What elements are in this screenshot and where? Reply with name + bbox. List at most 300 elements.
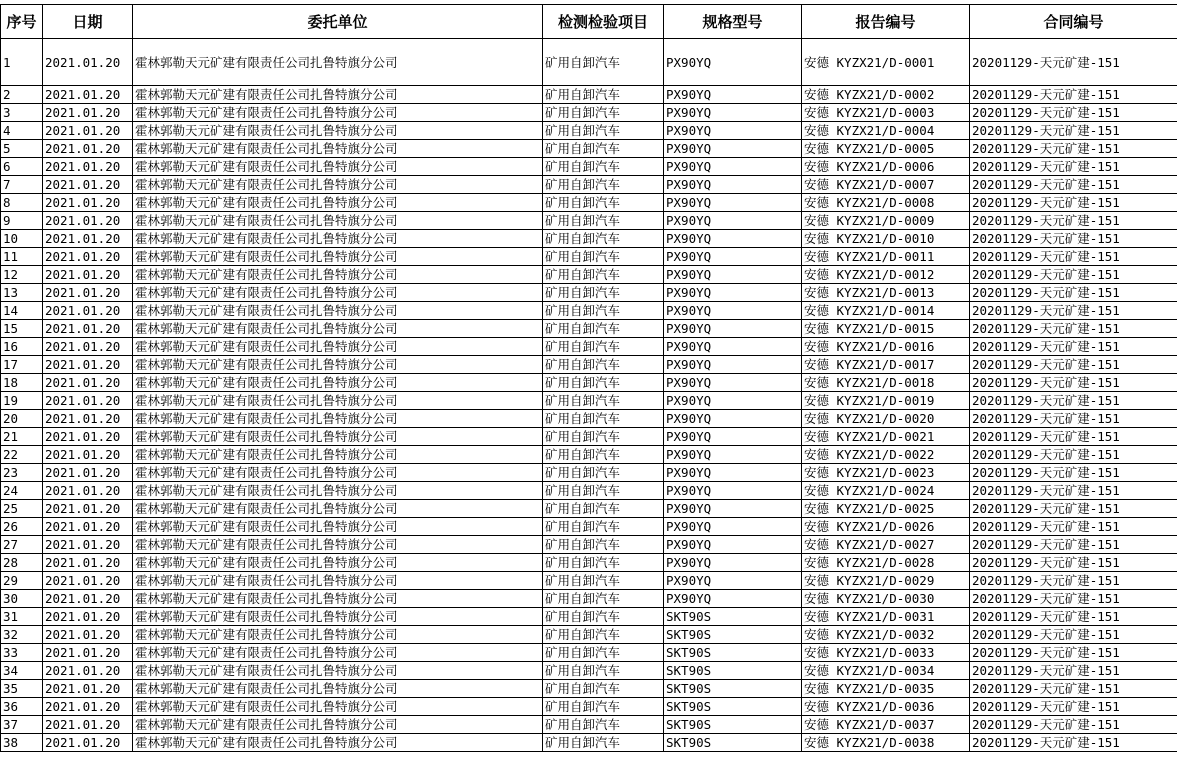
cell-model[interactable]: PX90YQ <box>664 176 802 194</box>
cell-contract-number[interactable]: 20201129-天元矿建-151 <box>970 356 1177 374</box>
cell-model[interactable]: SKT90S <box>664 662 802 680</box>
cell-client-unit[interactable]: 霍林郭勒天元矿建有限责任公司扎鲁特旗分公司 <box>133 446 543 464</box>
cell-inspection-item[interactable]: 矿用自卸汽车 <box>543 194 664 212</box>
header-contract-number[interactable]: 合同编号 <box>970 5 1177 39</box>
cell-serial-no[interactable]: 14 <box>1 302 43 320</box>
cell-serial-no[interactable]: 4 <box>1 122 43 140</box>
cell-date[interactable]: 2021.01.20 <box>43 518 133 536</box>
cell-inspection-item[interactable]: 矿用自卸汽车 <box>543 428 664 446</box>
cell-report-number[interactable]: 安德 KYZX21/D-0008 <box>802 194 970 212</box>
cell-inspection-item[interactable]: 矿用自卸汽车 <box>543 320 664 338</box>
cell-report-number[interactable]: 安德 KYZX21/D-0007 <box>802 176 970 194</box>
cell-serial-no[interactable]: 22 <box>1 446 43 464</box>
cell-report-number[interactable]: 安德 KYZX21/D-0017 <box>802 356 970 374</box>
cell-model[interactable]: SKT90S <box>664 734 802 752</box>
cell-model[interactable]: PX90YQ <box>664 86 802 104</box>
cell-report-number[interactable]: 安德 KYZX21/D-0029 <box>802 572 970 590</box>
cell-model[interactable]: PX90YQ <box>664 374 802 392</box>
table-row <box>1 158 1177 176</box>
cell-report-number[interactable]: 安德 KYZX21/D-0018 <box>802 374 970 392</box>
cell-client-unit[interactable]: 霍林郭勒天元矿建有限责任公司扎鲁特旗分公司 <box>133 680 543 698</box>
cell-report-number[interactable]: 安德 KYZX21/D-0031 <box>802 608 970 626</box>
cell-contract-number[interactable]: 20201129-天元矿建-151 <box>970 86 1177 104</box>
cell-serial-no[interactable]: 10 <box>1 230 43 248</box>
cell-contract-number[interactable]: 20201129-天元矿建-151 <box>970 410 1177 428</box>
cell-client-unit[interactable]: 霍林郭勒天元矿建有限责任公司扎鲁特旗分公司 <box>133 39 543 86</box>
table-row <box>1 212 1177 230</box>
cell-report-number[interactable]: 安德 KYZX21/D-0011 <box>802 248 970 266</box>
header-report-number[interactable]: 报告编号 <box>802 5 970 39</box>
cell-serial-no[interactable]: 34 <box>1 662 43 680</box>
cell-inspection-item[interactable]: 矿用自卸汽车 <box>543 356 664 374</box>
cell-inspection-item[interactable]: 矿用自卸汽车 <box>543 482 664 500</box>
cell-serial-no[interactable]: 21 <box>1 428 43 446</box>
cell-model[interactable]: PX90YQ <box>664 392 802 410</box>
cell-report-number[interactable]: 安德 KYZX21/D-0009 <box>802 212 970 230</box>
cell-inspection-item[interactable]: 矿用自卸汽车 <box>543 464 664 482</box>
cell-model[interactable]: PX90YQ <box>664 230 802 248</box>
cell-client-unit[interactable]: 霍林郭勒天元矿建有限责任公司扎鲁特旗分公司 <box>133 482 543 500</box>
cell-contract-number[interactable]: 20201129-天元矿建-151 <box>970 464 1177 482</box>
cell-date[interactable]: 2021.01.20 <box>43 140 133 158</box>
cell-date[interactable]: 2021.01.20 <box>43 338 133 356</box>
cell-model[interactable]: PX90YQ <box>664 590 802 608</box>
cell-client-unit[interactable]: 霍林郭勒天元矿建有限责任公司扎鲁特旗分公司 <box>133 86 543 104</box>
cell-model[interactable]: PX90YQ <box>664 302 802 320</box>
cell-report-number[interactable]: 安德 KYZX21/D-0030 <box>802 590 970 608</box>
cell-report-number[interactable]: 安德 KYZX21/D-0023 <box>802 464 970 482</box>
cell-contract-number[interactable]: 20201129-天元矿建-151 <box>970 194 1177 212</box>
cell-contract-number[interactable]: 20201129-天元矿建-151 <box>970 482 1177 500</box>
table-row <box>1 356 1177 374</box>
cell-contract-number[interactable]: 20201129-天元矿建-151 <box>970 140 1177 158</box>
cell-serial-no[interactable]: 12 <box>1 266 43 284</box>
cell-report-number[interactable]: 安德 KYZX21/D-0001 <box>802 39 970 86</box>
cell-serial-no[interactable]: 1 <box>1 39 43 86</box>
header-inspection-item[interactable]: 检测检验项目 <box>543 5 664 39</box>
cell-contract-number[interactable]: 20201129-天元矿建-151 <box>970 122 1177 140</box>
cell-client-unit[interactable]: 霍林郭勒天元矿建有限责任公司扎鲁特旗分公司 <box>133 734 543 752</box>
cell-report-number[interactable]: 安德 KYZX21/D-0014 <box>802 302 970 320</box>
cell-report-number[interactable]: 安德 KYZX21/D-0006 <box>802 158 970 176</box>
cell-client-unit[interactable]: 霍林郭勒天元矿建有限责任公司扎鲁特旗分公司 <box>133 410 543 428</box>
cell-serial-no[interactable]: 25 <box>1 500 43 518</box>
cell-client-unit[interactable]: 霍林郭勒天元矿建有限责任公司扎鲁特旗分公司 <box>133 212 543 230</box>
table-row <box>1 176 1177 194</box>
cell-contract-number[interactable]: 20201129-天元矿建-151 <box>970 392 1177 410</box>
cell-model[interactable]: SKT90S <box>664 680 802 698</box>
cell-client-unit[interactable]: 霍林郭勒天元矿建有限责任公司扎鲁特旗分公司 <box>133 590 543 608</box>
cell-report-number[interactable]: 安德 KYZX21/D-0021 <box>802 428 970 446</box>
cell-contract-number[interactable]: 20201129-天元矿建-151 <box>970 230 1177 248</box>
cell-contract-number[interactable]: 20201129-天元矿建-151 <box>970 446 1177 464</box>
cell-inspection-item[interactable]: 矿用自卸汽车 <box>543 608 664 626</box>
cell-client-unit[interactable]: 霍林郭勒天元矿建有限责任公司扎鲁特旗分公司 <box>133 716 543 734</box>
cell-client-unit[interactable]: 霍林郭勒天元矿建有限责任公司扎鲁特旗分公司 <box>133 302 543 320</box>
table-row <box>1 572 1177 590</box>
cell-model[interactable]: PX90YQ <box>664 266 802 284</box>
cell-client-unit[interactable]: 霍林郭勒天元矿建有限责任公司扎鲁特旗分公司 <box>133 266 543 284</box>
cell-model[interactable]: SKT90S <box>664 626 802 644</box>
cell-serial-no[interactable]: 32 <box>1 626 43 644</box>
cell-serial-no[interactable]: 33 <box>1 644 43 662</box>
cell-client-unit[interactable]: 霍林郭勒天元矿建有限责任公司扎鲁特旗分公司 <box>133 374 543 392</box>
cell-inspection-item[interactable]: 矿用自卸汽车 <box>543 158 664 176</box>
cell-serial-no[interactable]: 9 <box>1 212 43 230</box>
cell-inspection-item[interactable]: 矿用自卸汽车 <box>543 644 664 662</box>
cell-inspection-item[interactable]: 矿用自卸汽车 <box>543 104 664 122</box>
cell-contract-number[interactable]: 20201129-天元矿建-151 <box>970 374 1177 392</box>
cell-report-number[interactable]: 安德 KYZX21/D-0012 <box>802 266 970 284</box>
cell-date[interactable]: 2021.01.20 <box>43 284 133 302</box>
cell-report-number[interactable]: 安德 KYZX21/D-0032 <box>802 626 970 644</box>
cell-contract-number[interactable]: 20201129-天元矿建-151 <box>970 248 1177 266</box>
cell-contract-number[interactable]: 20201129-天元矿建-151 <box>970 302 1177 320</box>
cell-report-number[interactable]: 安德 KYZX21/D-0003 <box>802 104 970 122</box>
cell-model[interactable]: PX90YQ <box>664 482 802 500</box>
cell-report-number[interactable]: 安德 KYZX21/D-0025 <box>802 500 970 518</box>
cell-report-number[interactable]: 安德 KYZX21/D-0015 <box>802 320 970 338</box>
cell-client-unit[interactable]: 霍林郭勒天元矿建有限责任公司扎鲁特旗分公司 <box>133 536 543 554</box>
cell-client-unit[interactable]: 霍林郭勒天元矿建有限责任公司扎鲁特旗分公司 <box>133 122 543 140</box>
cell-model[interactable]: PX90YQ <box>664 338 802 356</box>
table-row <box>1 374 1177 392</box>
cell-client-unit[interactable]: 霍林郭勒天元矿建有限责任公司扎鲁特旗分公司 <box>133 248 543 266</box>
cell-serial-no[interactable]: 35 <box>1 680 43 698</box>
cell-date[interactable]: 2021.01.20 <box>43 500 133 518</box>
cell-date[interactable]: 2021.01.20 <box>43 410 133 428</box>
cell-date[interactable]: 2021.01.20 <box>43 194 133 212</box>
cell-date[interactable]: 2021.01.20 <box>43 644 133 662</box>
cell-model[interactable]: PX90YQ <box>664 356 802 374</box>
cell-inspection-item[interactable]: 矿用自卸汽车 <box>543 446 664 464</box>
cell-inspection-item[interactable]: 矿用自卸汽车 <box>543 536 664 554</box>
cell-model[interactable]: PX90YQ <box>664 464 802 482</box>
cell-client-unit[interactable]: 霍林郭勒天元矿建有限责任公司扎鲁特旗分公司 <box>133 284 543 302</box>
cell-inspection-item[interactable]: 矿用自卸汽车 <box>543 122 664 140</box>
cell-contract-number[interactable]: 20201129-天元矿建-151 <box>970 644 1177 662</box>
cell-date[interactable]: 2021.01.20 <box>43 716 133 734</box>
cell-client-unit[interactable]: 霍林郭勒天元矿建有限责任公司扎鲁特旗分公司 <box>133 626 543 644</box>
table-row <box>1 39 1177 86</box>
cell-contract-number[interactable]: 20201129-天元矿建-151 <box>970 518 1177 536</box>
cell-client-unit[interactable]: 霍林郭勒天元矿建有限责任公司扎鲁特旗分公司 <box>133 158 543 176</box>
cell-model[interactable]: PX90YQ <box>664 500 802 518</box>
cell-client-unit[interactable]: 霍林郭勒天元矿建有限责任公司扎鲁特旗分公司 <box>133 338 543 356</box>
cell-report-number[interactable]: 安德 KYZX21/D-0028 <box>802 554 970 572</box>
cell-inspection-item[interactable]: 矿用自卸汽车 <box>543 734 664 752</box>
cell-date[interactable]: 2021.01.20 <box>43 698 133 716</box>
cell-date[interactable]: 2021.01.20 <box>43 590 133 608</box>
cell-inspection-item[interactable]: 矿用自卸汽车 <box>543 662 664 680</box>
cell-report-number[interactable]: 安德 KYZX21/D-0034 <box>802 662 970 680</box>
cell-serial-no[interactable]: 17 <box>1 356 43 374</box>
cell-model[interactable]: PX90YQ <box>664 572 802 590</box>
cell-serial-no[interactable]: 23 <box>1 464 43 482</box>
cell-model[interactable]: PX90YQ <box>664 428 802 446</box>
cell-contract-number[interactable]: 20201129-天元矿建-151 <box>970 626 1177 644</box>
cell-date[interactable]: 2021.01.20 <box>43 734 133 752</box>
cell-client-unit[interactable]: 霍林郭勒天元矿建有限责任公司扎鲁特旗分公司 <box>133 104 543 122</box>
cell-contract-number[interactable]: 20201129-天元矿建-151 <box>970 176 1177 194</box>
cell-inspection-item[interactable]: 矿用自卸汽车 <box>543 680 664 698</box>
cell-serial-no[interactable]: 19 <box>1 392 43 410</box>
table-row <box>1 338 1177 356</box>
cell-client-unit[interactable]: 霍林郭勒天元矿建有限责任公司扎鲁特旗分公司 <box>133 608 543 626</box>
cell-inspection-item[interactable]: 矿用自卸汽车 <box>543 590 664 608</box>
cell-client-unit[interactable]: 霍林郭勒天元矿建有限责任公司扎鲁特旗分公司 <box>133 554 543 572</box>
cell-contract-number[interactable]: 20201129-天元矿建-151 <box>970 338 1177 356</box>
cell-contract-number[interactable]: 20201129-天元矿建-151 <box>970 698 1177 716</box>
cell-inspection-item[interactable]: 矿用自卸汽车 <box>543 338 664 356</box>
cell-date[interactable]: 2021.01.20 <box>43 554 133 572</box>
cell-client-unit[interactable]: 霍林郭勒天元矿建有限责任公司扎鲁特旗分公司 <box>133 572 543 590</box>
cell-model[interactable]: PX90YQ <box>664 554 802 572</box>
cell-model[interactable]: SKT90S <box>664 716 802 734</box>
cell-serial-no[interactable]: 24 <box>1 482 43 500</box>
cell-model[interactable]: PX90YQ <box>664 284 802 302</box>
header-row <box>1 5 1177 39</box>
cell-contract-number[interactable]: 20201129-天元矿建-151 <box>970 590 1177 608</box>
cell-model[interactable]: PX90YQ <box>664 320 802 338</box>
cell-inspection-item[interactable]: 矿用自卸汽车 <box>543 302 664 320</box>
table-row <box>1 446 1177 464</box>
cell-date[interactable]: 2021.01.20 <box>43 482 133 500</box>
cell-contract-number[interactable]: 20201129-天元矿建-151 <box>970 734 1177 752</box>
cell-model[interactable]: PX90YQ <box>664 39 802 86</box>
cell-model[interactable]: PX90YQ <box>664 536 802 554</box>
cell-contract-number[interactable]: 20201129-天元矿建-151 <box>970 500 1177 518</box>
cell-serial-no[interactable]: 29 <box>1 572 43 590</box>
cell-contract-number[interactable]: 20201129-天元矿建-151 <box>970 572 1177 590</box>
cell-report-number[interactable]: 安德 KYZX21/D-0010 <box>802 230 970 248</box>
cell-model[interactable]: PX90YQ <box>664 122 802 140</box>
cell-inspection-item[interactable]: 矿用自卸汽车 <box>543 554 664 572</box>
cell-inspection-item[interactable]: 矿用自卸汽车 <box>543 230 664 248</box>
cell-contract-number[interactable]: 20201129-天元矿建-151 <box>970 536 1177 554</box>
cell-serial-no[interactable]: 8 <box>1 194 43 212</box>
cell-serial-no[interactable]: 7 <box>1 176 43 194</box>
cell-contract-number[interactable]: 20201129-天元矿建-151 <box>970 320 1177 338</box>
cell-serial-no[interactable]: 6 <box>1 158 43 176</box>
cell-client-unit[interactable]: 霍林郭勒天元矿建有限责任公司扎鲁特旗分公司 <box>133 698 543 716</box>
cell-inspection-item[interactable]: 矿用自卸汽车 <box>543 716 664 734</box>
header-serial-no[interactable]: 序号 <box>1 5 43 39</box>
cell-model[interactable]: PX90YQ <box>664 248 802 266</box>
cell-model[interactable]: PX90YQ <box>664 104 802 122</box>
table-row <box>1 284 1177 302</box>
cell-inspection-item[interactable]: 矿用自卸汽车 <box>543 572 664 590</box>
cell-contract-number[interactable]: 20201129-天元矿建-151 <box>970 39 1177 86</box>
table-row <box>1 428 1177 446</box>
cell-date[interactable]: 2021.01.20 <box>43 248 133 266</box>
cell-inspection-item[interactable]: 矿用自卸汽车 <box>543 410 664 428</box>
cell-date[interactable]: 2021.01.20 <box>43 320 133 338</box>
cell-report-number[interactable]: 安德 KYZX21/D-0005 <box>802 140 970 158</box>
cell-date[interactable]: 2021.01.20 <box>43 176 133 194</box>
cell-client-unit[interactable]: 霍林郭勒天元矿建有限责任公司扎鲁特旗分公司 <box>133 518 543 536</box>
cell-inspection-item[interactable]: 矿用自卸汽车 <box>543 140 664 158</box>
cell-client-unit[interactable]: 霍林郭勒天元矿建有限责任公司扎鲁特旗分公司 <box>133 428 543 446</box>
table-row <box>1 590 1177 608</box>
cell-report-number[interactable]: 安德 KYZX21/D-0002 <box>802 86 970 104</box>
cell-date[interactable]: 2021.01.20 <box>43 572 133 590</box>
cell-date[interactable]: 2021.01.20 <box>43 464 133 482</box>
cell-inspection-item[interactable]: 矿用自卸汽车 <box>543 374 664 392</box>
cell-contract-number[interactable]: 20201129-天元矿建-151 <box>970 104 1177 122</box>
cell-contract-number[interactable]: 20201129-天元矿建-151 <box>970 716 1177 734</box>
table-row <box>1 248 1177 266</box>
cell-model[interactable]: PX90YQ <box>664 212 802 230</box>
cell-contract-number[interactable]: 20201129-天元矿建-151 <box>970 284 1177 302</box>
cell-inspection-item[interactable]: 矿用自卸汽车 <box>543 500 664 518</box>
cell-contract-number[interactable]: 20201129-天元矿建-151 <box>970 428 1177 446</box>
cell-model[interactable]: PX90YQ <box>664 158 802 176</box>
cell-date[interactable]: 2021.01.20 <box>43 608 133 626</box>
table-row <box>1 536 1177 554</box>
cell-model[interactable]: PX90YQ <box>664 194 802 212</box>
cell-serial-no[interactable]: 36 <box>1 698 43 716</box>
cell-client-unit[interactable]: 霍林郭勒天元矿建有限责任公司扎鲁特旗分公司 <box>133 662 543 680</box>
cell-contract-number[interactable]: 20201129-天元矿建-151 <box>970 608 1177 626</box>
cell-serial-no[interactable]: 15 <box>1 320 43 338</box>
cell-serial-no[interactable]: 27 <box>1 536 43 554</box>
cell-date[interactable]: 2021.01.20 <box>43 230 133 248</box>
cell-report-number[interactable]: 安德 KYZX21/D-0037 <box>802 716 970 734</box>
cell-client-unit[interactable]: 霍林郭勒天元矿建有限责任公司扎鲁特旗分公司 <box>133 356 543 374</box>
cell-model[interactable]: SKT90S <box>664 644 802 662</box>
table-row <box>1 86 1177 104</box>
cell-inspection-item[interactable]: 矿用自卸汽车 <box>543 248 664 266</box>
cell-date[interactable]: 2021.01.20 <box>43 104 133 122</box>
cell-inspection-item[interactable]: 矿用自卸汽车 <box>543 698 664 716</box>
cell-inspection-item[interactable]: 矿用自卸汽车 <box>543 626 664 644</box>
cell-inspection-item[interactable]: 矿用自卸汽车 <box>543 518 664 536</box>
cell-report-number[interactable]: 安德 KYZX21/D-0038 <box>802 734 970 752</box>
cell-serial-no[interactable]: 20 <box>1 410 43 428</box>
cell-client-unit[interactable]: 霍林郭勒天元矿建有限责任公司扎鲁特旗分公司 <box>133 194 543 212</box>
cell-serial-no[interactable]: 5 <box>1 140 43 158</box>
cell-date[interactable]: 2021.01.20 <box>43 392 133 410</box>
cell-client-unit[interactable]: 霍林郭勒天元矿建有限责任公司扎鲁特旗分公司 <box>133 500 543 518</box>
cell-inspection-item[interactable]: 矿用自卸汽车 <box>543 392 664 410</box>
table-row <box>1 554 1177 572</box>
cell-report-number[interactable]: 安德 KYZX21/D-0016 <box>802 338 970 356</box>
cell-date[interactable]: 2021.01.20 <box>43 662 133 680</box>
cell-report-number[interactable]: 安德 KYZX21/D-0019 <box>802 392 970 410</box>
header-date[interactable]: 日期 <box>43 5 133 39</box>
cell-serial-no[interactable]: 13 <box>1 284 43 302</box>
cell-client-unit[interactable]: 霍林郭勒天元矿建有限责任公司扎鲁特旗分公司 <box>133 140 543 158</box>
cell-serial-no[interactable]: 3 <box>1 104 43 122</box>
table-row <box>1 698 1177 716</box>
cell-model[interactable]: SKT90S <box>664 608 802 626</box>
cell-report-number[interactable]: 安德 KYZX21/D-0024 <box>802 482 970 500</box>
cell-report-number[interactable]: 安德 KYZX21/D-0020 <box>802 410 970 428</box>
table-row <box>1 482 1177 500</box>
cell-report-number[interactable]: 安德 KYZX21/D-0004 <box>802 122 970 140</box>
cell-contract-number[interactable]: 20201129-天元矿建-151 <box>970 662 1177 680</box>
cell-date[interactable]: 2021.01.20 <box>43 158 133 176</box>
cell-serial-no[interactable]: 28 <box>1 554 43 572</box>
header-client-unit[interactable]: 委托单位 <box>133 5 543 39</box>
cell-contract-number[interactable]: 20201129-天元矿建-151 <box>970 680 1177 698</box>
cell-report-number[interactable]: 安德 KYZX21/D-0022 <box>802 446 970 464</box>
cell-report-number[interactable]: 安德 KYZX21/D-0036 <box>802 698 970 716</box>
cell-inspection-item[interactable]: 矿用自卸汽车 <box>543 212 664 230</box>
cell-inspection-item[interactable]: 矿用自卸汽车 <box>543 266 664 284</box>
table-row <box>1 266 1177 284</box>
cell-date[interactable]: 2021.01.20 <box>43 39 133 86</box>
table-row <box>1 392 1177 410</box>
cell-report-number[interactable]: 安德 KYZX21/D-0026 <box>802 518 970 536</box>
cell-contract-number[interactable]: 20201129-天元矿建-151 <box>970 266 1177 284</box>
cell-client-unit[interactable]: 霍林郭勒天元矿建有限责任公司扎鲁特旗分公司 <box>133 176 543 194</box>
cell-contract-number[interactable]: 20201129-天元矿建-151 <box>970 554 1177 572</box>
cell-date[interactable]: 2021.01.20 <box>43 680 133 698</box>
cell-date[interactable]: 2021.01.20 <box>43 356 133 374</box>
table-row <box>1 230 1177 248</box>
cell-model[interactable]: PX90YQ <box>664 518 802 536</box>
cell-date[interactable]: 2021.01.20 <box>43 446 133 464</box>
cell-model[interactable]: PX90YQ <box>664 140 802 158</box>
cell-client-unit[interactable]: 霍林郭勒天元矿建有限责任公司扎鲁特旗分公司 <box>133 392 543 410</box>
cell-model[interactable]: SKT90S <box>664 698 802 716</box>
table-row <box>1 716 1177 734</box>
cell-inspection-item[interactable]: 矿用自卸汽车 <box>543 39 664 86</box>
cell-serial-no[interactable]: 37 <box>1 716 43 734</box>
cell-report-number[interactable]: 安德 KYZX21/D-0035 <box>802 680 970 698</box>
header-model[interactable]: 规格型号 <box>664 5 802 39</box>
cell-date[interactable]: 2021.01.20 <box>43 536 133 554</box>
cell-date[interactable]: 2021.01.20 <box>43 626 133 644</box>
cell-serial-no[interactable]: 11 <box>1 248 43 266</box>
cell-inspection-item[interactable]: 矿用自卸汽车 <box>543 284 664 302</box>
cell-serial-no[interactable]: 2 <box>1 86 43 104</box>
cell-inspection-item[interactable]: 矿用自卸汽车 <box>543 176 664 194</box>
cell-contract-number[interactable]: 20201129-天元矿建-151 <box>970 212 1177 230</box>
cell-client-unit[interactable]: 霍林郭勒天元矿建有限责任公司扎鲁特旗分公司 <box>133 230 543 248</box>
cell-inspection-item[interactable]: 矿用自卸汽车 <box>543 86 664 104</box>
cell-date[interactable]: 2021.01.20 <box>43 428 133 446</box>
cell-date[interactable]: 2021.01.20 <box>43 122 133 140</box>
table-row <box>1 194 1177 212</box>
cell-date[interactable]: 2021.01.20 <box>43 266 133 284</box>
cell-serial-no[interactable]: 26 <box>1 518 43 536</box>
cell-date[interactable]: 2021.01.20 <box>43 374 133 392</box>
cell-model[interactable]: PX90YQ <box>664 410 802 428</box>
cell-report-number[interactable]: 安德 KYZX21/D-0033 <box>802 644 970 662</box>
cell-serial-no[interactable]: 16 <box>1 338 43 356</box>
cell-client-unit[interactable]: 霍林郭勒天元矿建有限责任公司扎鲁特旗分公司 <box>133 320 543 338</box>
cell-client-unit[interactable]: 霍林郭勒天元矿建有限责任公司扎鲁特旗分公司 <box>133 464 543 482</box>
cell-serial-no[interactable]: 31 <box>1 608 43 626</box>
cell-serial-no[interactable]: 30 <box>1 590 43 608</box>
inspection-report-table <box>0 4 1177 752</box>
cell-date[interactable]: 2021.01.20 <box>43 86 133 104</box>
cell-report-number[interactable]: 安德 KYZX21/D-0013 <box>802 284 970 302</box>
cell-date[interactable]: 2021.01.20 <box>43 302 133 320</box>
cell-serial-no[interactable]: 38 <box>1 734 43 752</box>
table-row <box>1 734 1177 752</box>
cell-serial-no[interactable]: 18 <box>1 374 43 392</box>
cell-date[interactable]: 2021.01.20 <box>43 212 133 230</box>
table-row <box>1 320 1177 338</box>
cell-client-unit[interactable]: 霍林郭勒天元矿建有限责任公司扎鲁特旗分公司 <box>133 644 543 662</box>
cell-contract-number[interactable]: 20201129-天元矿建-151 <box>970 158 1177 176</box>
cell-model[interactable]: PX90YQ <box>664 446 802 464</box>
cell-report-number[interactable]: 安德 KYZX21/D-0027 <box>802 536 970 554</box>
